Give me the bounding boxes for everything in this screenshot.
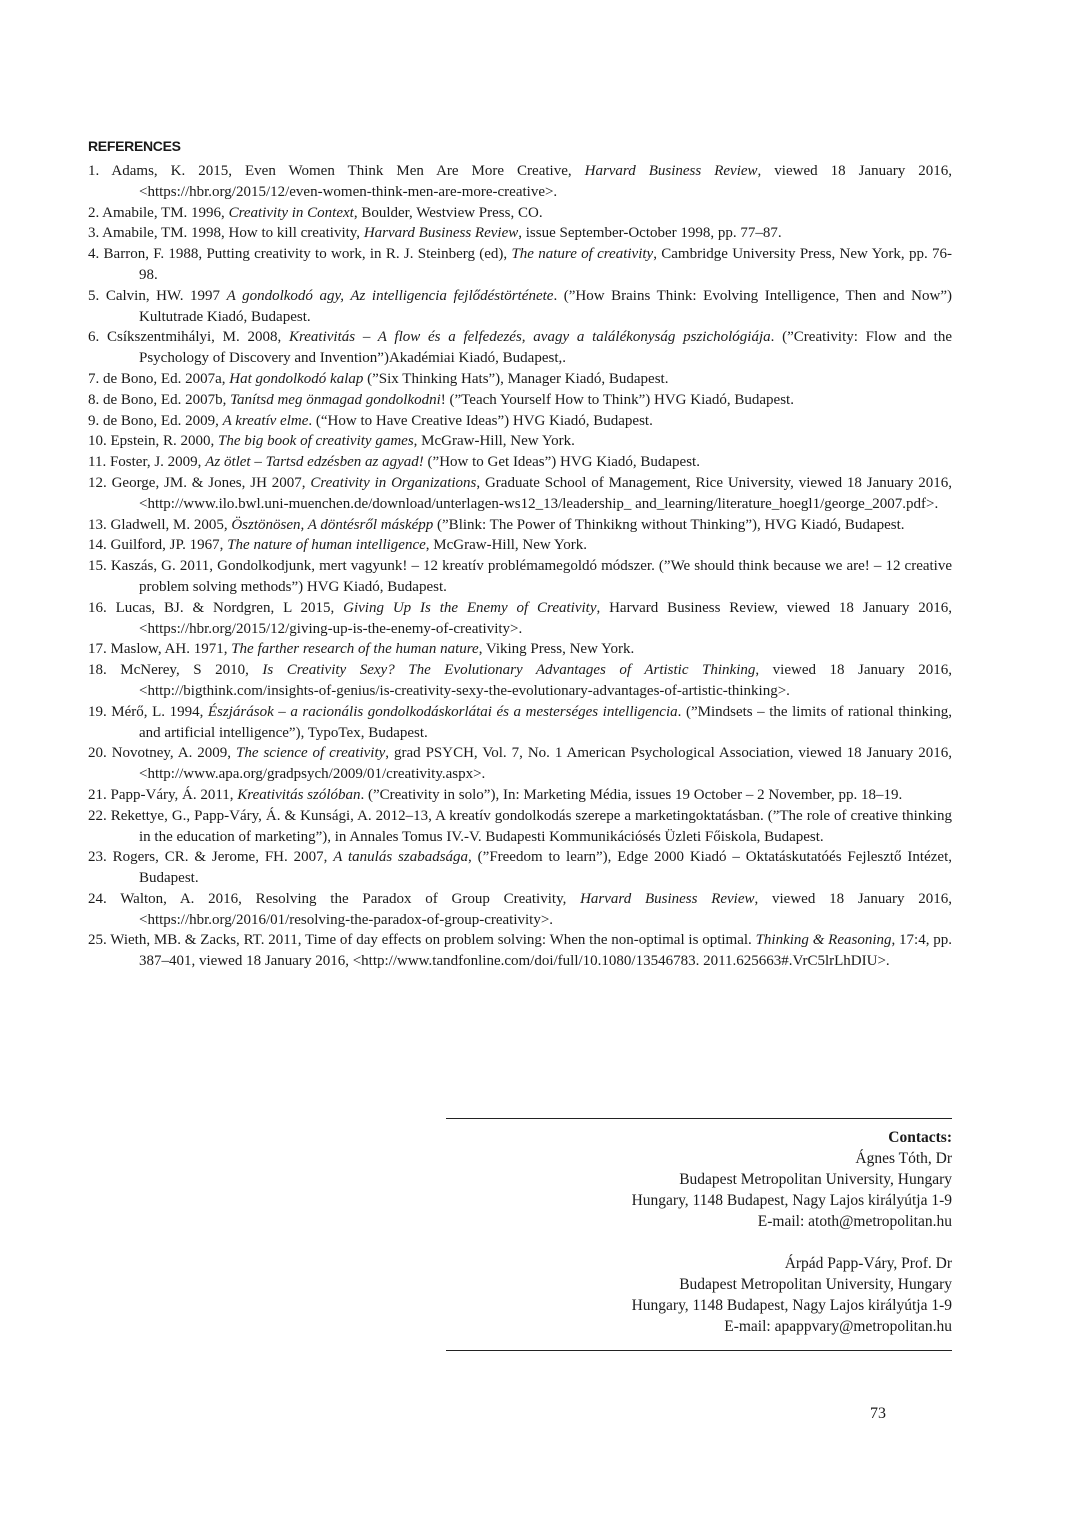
reference-text: 3. Amabile, TM. 1998, How to kill creativity, [88,225,364,242]
reference-item [88,161,952,203]
reference-item [88,930,952,972]
reference-text: , viewed 18 January 2016, <https://hbr.org/2016/01/resolving-the-paradox-of-group-creativity>. [139,890,952,928]
reference-text: 22. Rekettye, G., Papp-Váry, Á. & Kunsági, A. 2012–13, A kreatív gondolkodás szerepe a marketingoktatásban. (”The role of creative thinking in the education of marketing”), in Annales Tomus IV.-V. Budapesti Kommunikációsés Üzleti Főiskola, Budapest. [88,807,952,845]
reference-text: 7. de Bono, Ed. 2007a, [88,370,230,387]
contact-name: Árpád Papp-Váry, Prof. Dr [784,1255,952,1272]
reference-item [88,223,952,244]
page-number: 73 [870,1405,886,1422]
reference-text: , McGraw-Hill, New York. [413,433,575,450]
reference-text: (”How to Get Ideas”) HVG Kiadó, Budapest. [423,454,700,471]
contact-email[interactable]: E-mail: atoth@metropolitan.hu [757,1213,952,1230]
reference-text: 9. de Bono, Ed. 2009, [88,412,223,429]
reference-text: 13. Gladwell, M. 2005, [88,516,232,533]
reference-item [88,244,952,286]
reference-text: 2. Amabile, TM. 1996, [88,204,229,221]
reference-item [88,702,952,744]
reference-text: . (”Creativity in solo”), In: Marketing Média, issues 19 October – 2 November, pp. 18–19. [360,786,903,803]
reference-item [88,806,952,848]
reference-title: Észjárások – a racionális gondolkodáskorlátai és a mesterséges intelligencia [207,703,678,720]
reference-title: Creativity in Organizations [310,474,477,491]
reference-item [88,203,952,224]
reference-item [88,515,952,536]
reference-title: The science of creativity [236,745,386,762]
reference-item [88,847,952,889]
contact-name: Ágnes Tóth, Dr [855,1150,952,1167]
reference-title: The nature of human intelligence [227,537,426,554]
reference-text: , Boulder, Westview Press, CO. [353,204,543,221]
reference-item [88,535,952,556]
reference-text: , viewed 18 January 2016, <https://hbr.org/2015/12/even-women-think-men-are-more-creative>. [139,163,952,200]
reference-text: 20. Novotney, A. 2009, [88,745,237,762]
reference-text: 5. Calvin, HW. 1997 [88,287,227,304]
reference-text: 24. Walton, A. 2016, Resolving the Paradox of Group Creativity, [88,890,581,907]
reference-title: Ösztönösen, A döntésről másképp [231,516,434,533]
reference-text: 25. Wieth, MB. & Zacks, RT. 2011, Time of day effects on problem solving: When the non-optimal is optimal. [88,932,756,949]
reference-text: , Viking Press, New York. [478,641,635,658]
reference-item [88,411,952,432]
reference-title: Creativity in Context [228,204,354,221]
reference-title: Tanítsd meg önmagad gondolkodni [230,391,441,408]
reference-text: (”Six Thinking Hats”), Manager Kiadó, Budapest. [363,370,669,387]
reference-text: 19. Mérő, L. 1994, [88,703,208,720]
contact-institution: Budapest Metropolitan University, Hungary [679,1276,952,1293]
contacts-bottom-rule [446,1350,952,1351]
reference-text: 21. Papp-Váry, Á. 2011, [88,786,238,803]
reference-text: 1. Adams, K. 2015, Even Women Think Men Are More Creative, [88,163,585,179]
reference-text: 11. Foster, J. 2009, [88,454,206,471]
reference-title: Thinking & Reasoning [755,932,892,949]
reference-text: , (”Freedom to learn”), Edge 2000 Kiadó – Oktatáskutatóés Fejlesztő Intézet, Budapest. [139,849,952,887]
reference-text: . (”Creativity: Flow and the Psychology of Discovery and Invention”)Akadémiai Kiadó, Budapest,. [139,329,952,367]
reference-title: Is Creativity Sexy? The Evolutionary Advantages of Artistic Thinking [262,662,756,679]
reference-item [88,743,952,785]
references-heading: REFERENCES [88,138,181,154]
reference-item [88,369,952,390]
reference-item [88,556,952,598]
contact-email[interactable]: E-mail: apappvary@metropolitan.hu [724,1318,952,1335]
reference-text: 15. Kaszás, G. 2011, Gondolkodjunk, mert vagyunk! – 12 kreatív problémamegoldó módszer. (”We should think because we are! – 12 creative problem solving methods”) HVG Kiadó, Budapest. [88,558,952,595]
reference-title: The nature of creativity [511,246,654,263]
reference-title: The farther research of the human nature [231,641,479,658]
reference-item [88,639,952,660]
contacts-title: Contacts: [888,1129,952,1146]
reference-title: Harvard Business Review [580,890,755,907]
reference-text: ! (”Teach Yourself How to Think”) HVG Kiadó, Budapest. [440,391,794,408]
reference-text: 14. Guilford, JP. 1967, [88,537,228,554]
reference-title: Kreativitás szólóban [237,786,361,803]
contact-address: Hungary, 1148 Budapest, Nagy Lajos királyútja 1-9 [631,1297,952,1314]
reference-title: Harvard Business Review [363,225,519,242]
contact-address: Hungary, 1148 Budapest, Nagy Lajos királyútja 1-9 [631,1192,952,1209]
reference-text: (”Blink: The Power of Thinkikng without Thinking”), HVG Kiadó, Budapest. [433,516,905,533]
reference-title: Hat gondolkodó kalap [229,370,364,387]
reference-text: 18. McNerey, S 2010, [88,662,263,679]
reference-text: , Harvard Business Review, viewed 18 January 2016, <https://hbr.org/2015/12/giving-up-is-the-enemy-of-creativity>. [139,599,952,637]
reference-text: , grad PSYCH, Vol. 7, No. 1 American Psychological Association, viewed 18 January 2016, <http://www.apa.org/gradpsych/2009/01/creativity.aspx>. [139,745,952,783]
reference-title: The big book of creativity games [218,433,414,450]
reference-title: Az ötlet – Tartsd edzésben az agyad! [205,454,424,471]
contacts-section [446,1127,952,1337]
reference-item [88,660,952,702]
reference-text: , Graduate School of Management, Rice University, viewed 18 January 2016, <http://www.ilo.bwl.uni-muenchen.de/download/unterlagen-ws12_13/leadership_ and_learning/literature_hoegl1/george_2007.pdf>. [139,474,952,512]
contacts-top-rule [446,1118,952,1119]
reference-title: A tanulás szabadsága [333,849,469,866]
reference-text: , 17:4, pp. 387–401, viewed 18 January 2016, <http://www.tandfonline.com/doi/full/10.1080/13546783. 2011.625663#.VrC5lrLhDIU>. [139,932,953,970]
reference-text: . (”Mindsets – the limits of rational thinking, and artificial intelligence”), TypoTex, Budapest. [139,703,953,741]
reference-title: Kreativitás – A flow és a felfedezés, avagy a találékonyság pszichológiája [288,329,771,346]
reference-text: , issue September-October 1998, pp. 77–87. [518,225,782,242]
reference-item [88,431,952,452]
reference-text: 23. Rogers, CR. & Jerome, FH. 2007, [88,849,334,866]
reference-text: 10. Epstein, R. 2000, [88,433,218,450]
reference-title: Giving Up Is the Enemy of Creativity [343,599,597,616]
reference-item [88,889,952,931]
reference-text: , McGraw-Hill, New York. [425,537,588,554]
reference-title: A gondolkodó agy, Az intelligencia fejlődéstörténete [226,287,554,304]
reference-text: . (”How Brains Think: Evolving Intelligence, Then and Now”) Kultutrade Kiadó, Budapest. [139,287,952,325]
reference-title: A kreatív elme [222,412,309,429]
reference-text: 17. Maslow, AH. 1971, [88,641,232,658]
reference-text: 8. de Bono, Ed. 2007b, [88,391,231,408]
reference-text: , viewed 18 January 2016, <http://bigthink.com/insights-of-genius/is-creativity-sexy-the-evolutionary-advantages-of-artistic-thinking>. [139,662,952,699]
reference-item [88,473,952,515]
reference-text: 12. George, JM. & Jones, JH 2007, [88,474,311,491]
reference-text: 6. Csíkszentmihályi, M. 2008, [88,329,289,346]
reference-item [88,390,952,411]
reference-text: 4. Barron, F. 1988, Putting creativity to work, in R. J. Steinberg (ed), [88,246,512,263]
reference-item [88,785,952,806]
contact-block [446,1253,952,1337]
reference-item [88,327,952,369]
contact-block [446,1148,952,1232]
reference-item [88,452,952,473]
reference-title: Harvard Business Review [584,163,758,179]
reference-text: 16. Lucas, BJ. & Nordgren, L 2015, [88,599,344,616]
contact-institution: Budapest Metropolitan University, Hungary [679,1171,952,1188]
reference-item [88,598,952,640]
reference-list [88,161,952,972]
reference-text: . (“How to Have Creative Ideas”) HVG Kiadó, Budapest. [308,412,653,429]
reference-item [88,286,952,328]
reference-text: , Cambridge University Press, New York, pp. 76-98. [139,246,953,283]
